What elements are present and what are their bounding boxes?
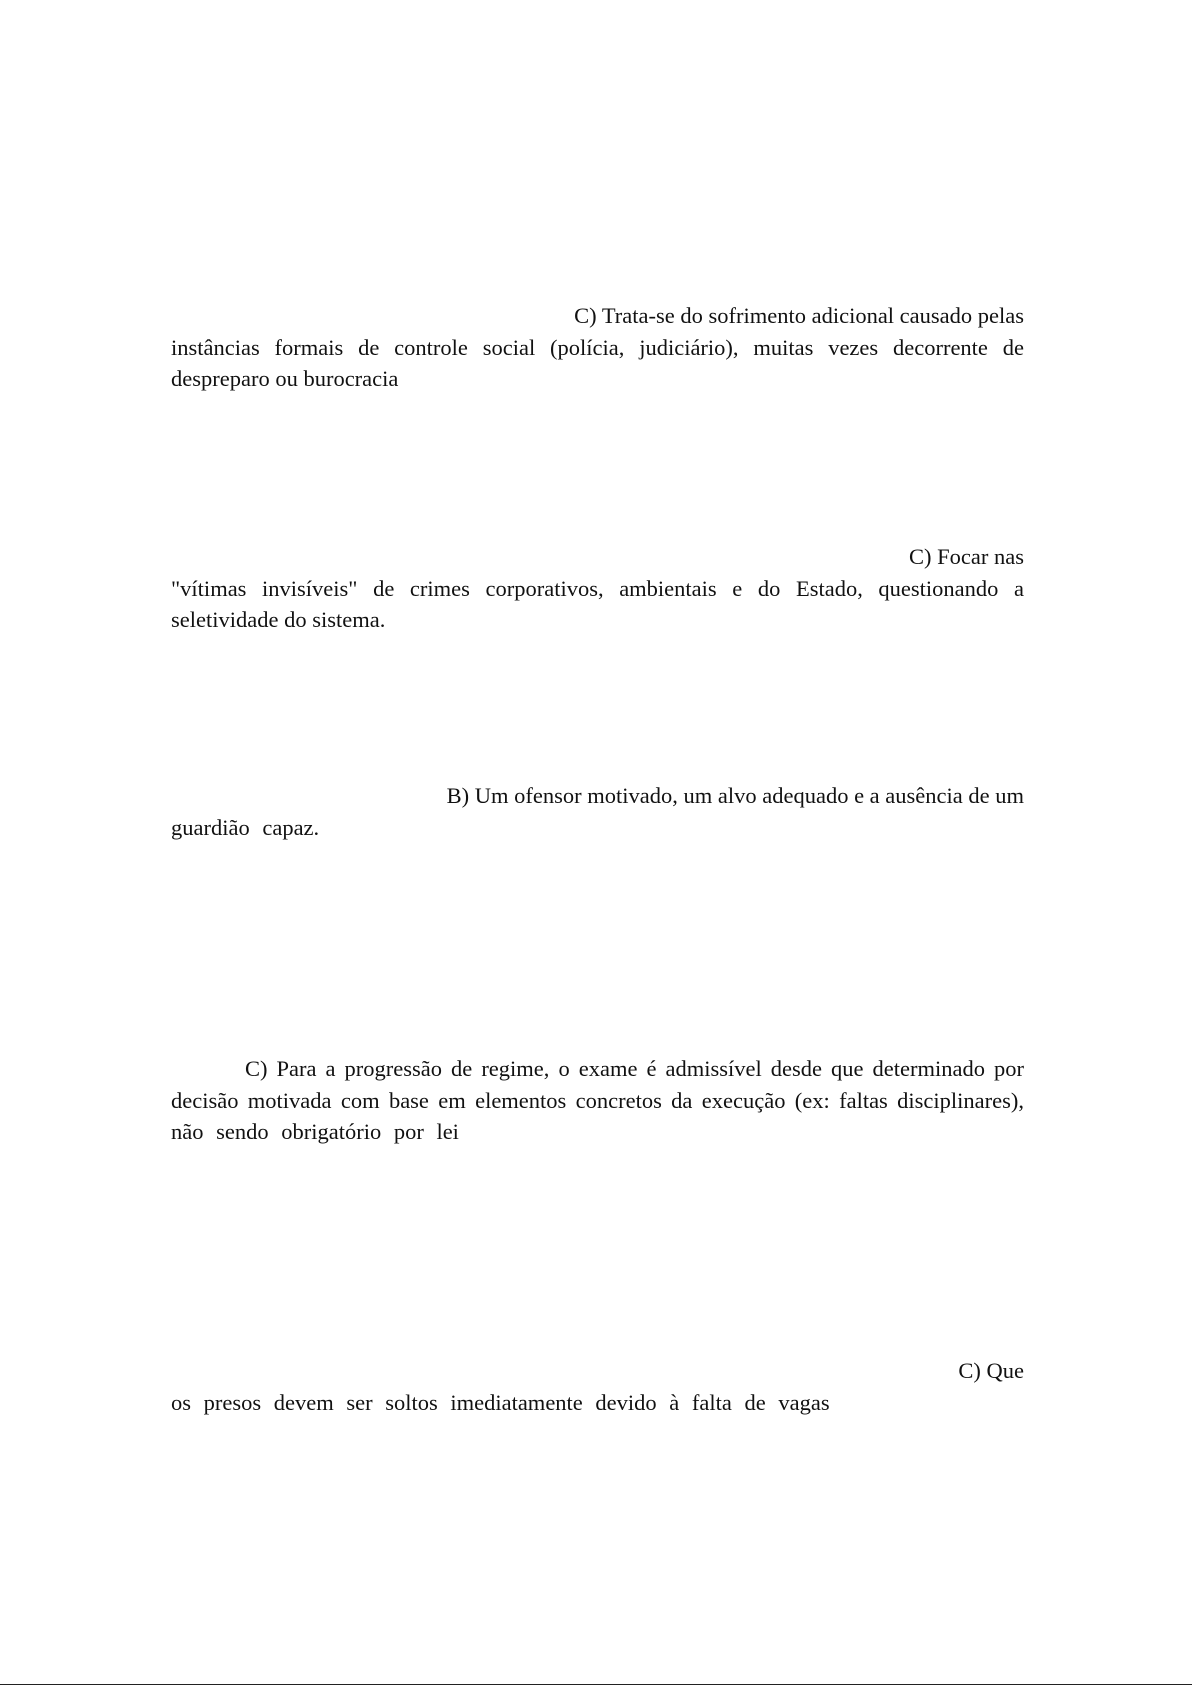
answer-block-4	[171, 1053, 1024, 1148]
answer-line: B) Um ofensor motivado, um alvo adequado e a ausência de um	[446, 783, 1024, 808]
answer-line: não sendo obrigatório por lei	[171, 1119, 459, 1144]
answer-line: C) Que	[958, 1358, 1024, 1383]
answer-block-5	[171, 1355, 1024, 1418]
answer-block-2	[171, 541, 1024, 636]
answer-line: os presos devem ser soltos imediatamente devido à falta de vagas	[171, 1389, 830, 1415]
answer-block-1	[171, 300, 1024, 395]
answer-line: seletividade do sistema.	[171, 607, 386, 632]
answer-line: guardião capaz.	[171, 814, 320, 840]
answer-line: C) Trata-se do sofrimento adicional causado pelas	[574, 303, 1024, 328]
answer-line: instâncias formais de controle social (polícia, judiciário), muitas vezes decorrente de	[171, 334, 1024, 360]
answer-line: despreparo ou burocracia	[171, 366, 399, 391]
answer-line: "vítimas invisíveis" de crimes corporativos, ambientais e do Estado, questionando a	[171, 575, 1024, 601]
answer-line: C) Focar nas	[909, 544, 1024, 569]
answer-line: C) Para a progressão de regime, o exame é admissível desde que determinado por	[245, 1056, 1024, 1081]
answer-block-3	[171, 780, 1024, 843]
answer-line: decisão motivada com base em elementos concretos da execução (ex: faltas disciplinares),	[171, 1087, 1024, 1113]
